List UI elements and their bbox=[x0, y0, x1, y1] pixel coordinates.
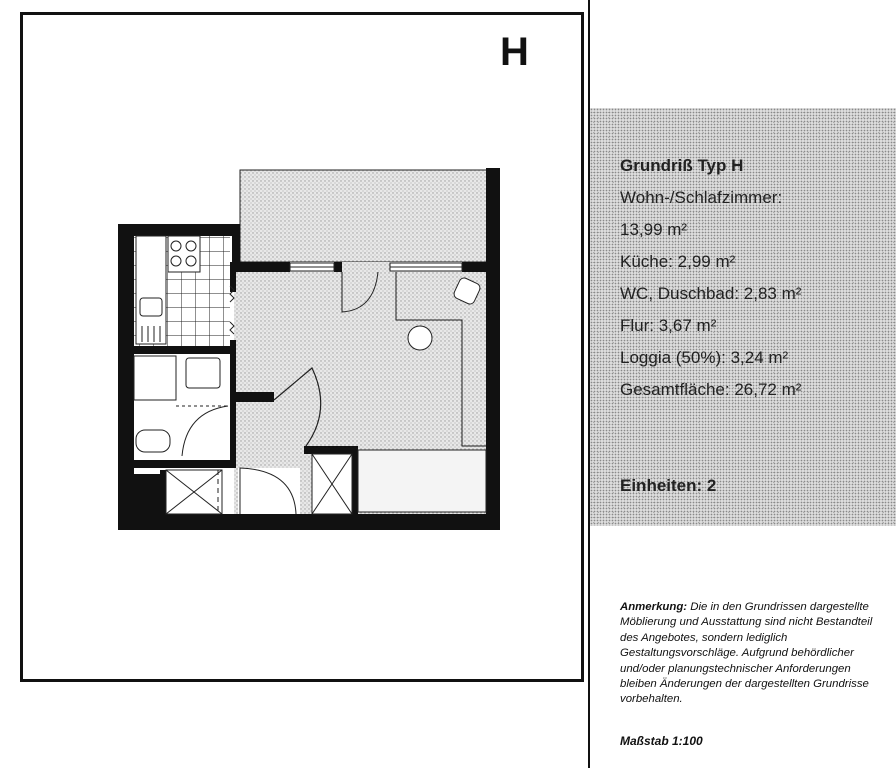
wall-hall-column bbox=[352, 446, 358, 518]
kitchen-counter bbox=[136, 236, 166, 344]
wall-shaft bbox=[134, 474, 164, 516]
wall-top-living-c bbox=[462, 262, 492, 272]
bed bbox=[358, 450, 486, 512]
remark-note bbox=[620, 600, 882, 708]
room-line: Gesamtfläche: 26,72 m² bbox=[620, 380, 802, 399]
sink bbox=[140, 298, 162, 316]
room-line: Loggia (50%): 3,24 m² bbox=[620, 348, 789, 367]
wall-shaft-divider bbox=[160, 470, 166, 518]
wall-bath-bottom bbox=[128, 460, 236, 468]
wall-bath-top bbox=[128, 346, 236, 354]
room-line: WC, Duschbad: 2,83 m² bbox=[620, 284, 802, 303]
wall-top-living-b bbox=[334, 262, 342, 272]
wall-top-kitchen bbox=[118, 224, 240, 236]
wall-hall-stub bbox=[234, 392, 274, 402]
wall-left bbox=[118, 224, 134, 530]
shower bbox=[134, 356, 176, 400]
wall-loggia-left bbox=[232, 224, 240, 266]
washbasin bbox=[186, 358, 220, 388]
plan-heading: Grundriß Typ H bbox=[620, 156, 744, 175]
scale-label: Maßstab 1:100 bbox=[620, 734, 703, 748]
units-count: Einheiten: 2 bbox=[620, 476, 717, 495]
stove bbox=[168, 236, 200, 272]
loggia bbox=[240, 170, 492, 262]
wall-bottom bbox=[118, 514, 500, 530]
apartment-type-letter: H bbox=[500, 30, 529, 74]
room-line: 13,99 m² bbox=[620, 220, 688, 239]
remark-text: Die in den Grundrissen dargestellte Möblierung und Ausstattung sind nicht Bestandteil des Angebotes, sondern lediglich Gestaltungsvorschläge. Aufgrund behördlicher und/oder planungstechnischer Anforderungen bleiben Änderungen der dargestellten Grundrisse vorbehalten. bbox=[620, 601, 873, 706]
wall-right bbox=[486, 168, 500, 530]
toilet bbox=[136, 430, 170, 452]
remark-label: Anmerkung: bbox=[620, 601, 688, 613]
room-line: Flur: 3,67 m² bbox=[620, 316, 717, 335]
wall-top-living-a bbox=[234, 262, 290, 272]
info-panel bbox=[590, 108, 896, 526]
wall-hall-right bbox=[304, 446, 354, 454]
room-line: Wohn-/Schlafzimmer: bbox=[620, 188, 783, 207]
chair bbox=[408, 326, 432, 350]
room-line: Küche: 2,99 m² bbox=[620, 252, 736, 271]
